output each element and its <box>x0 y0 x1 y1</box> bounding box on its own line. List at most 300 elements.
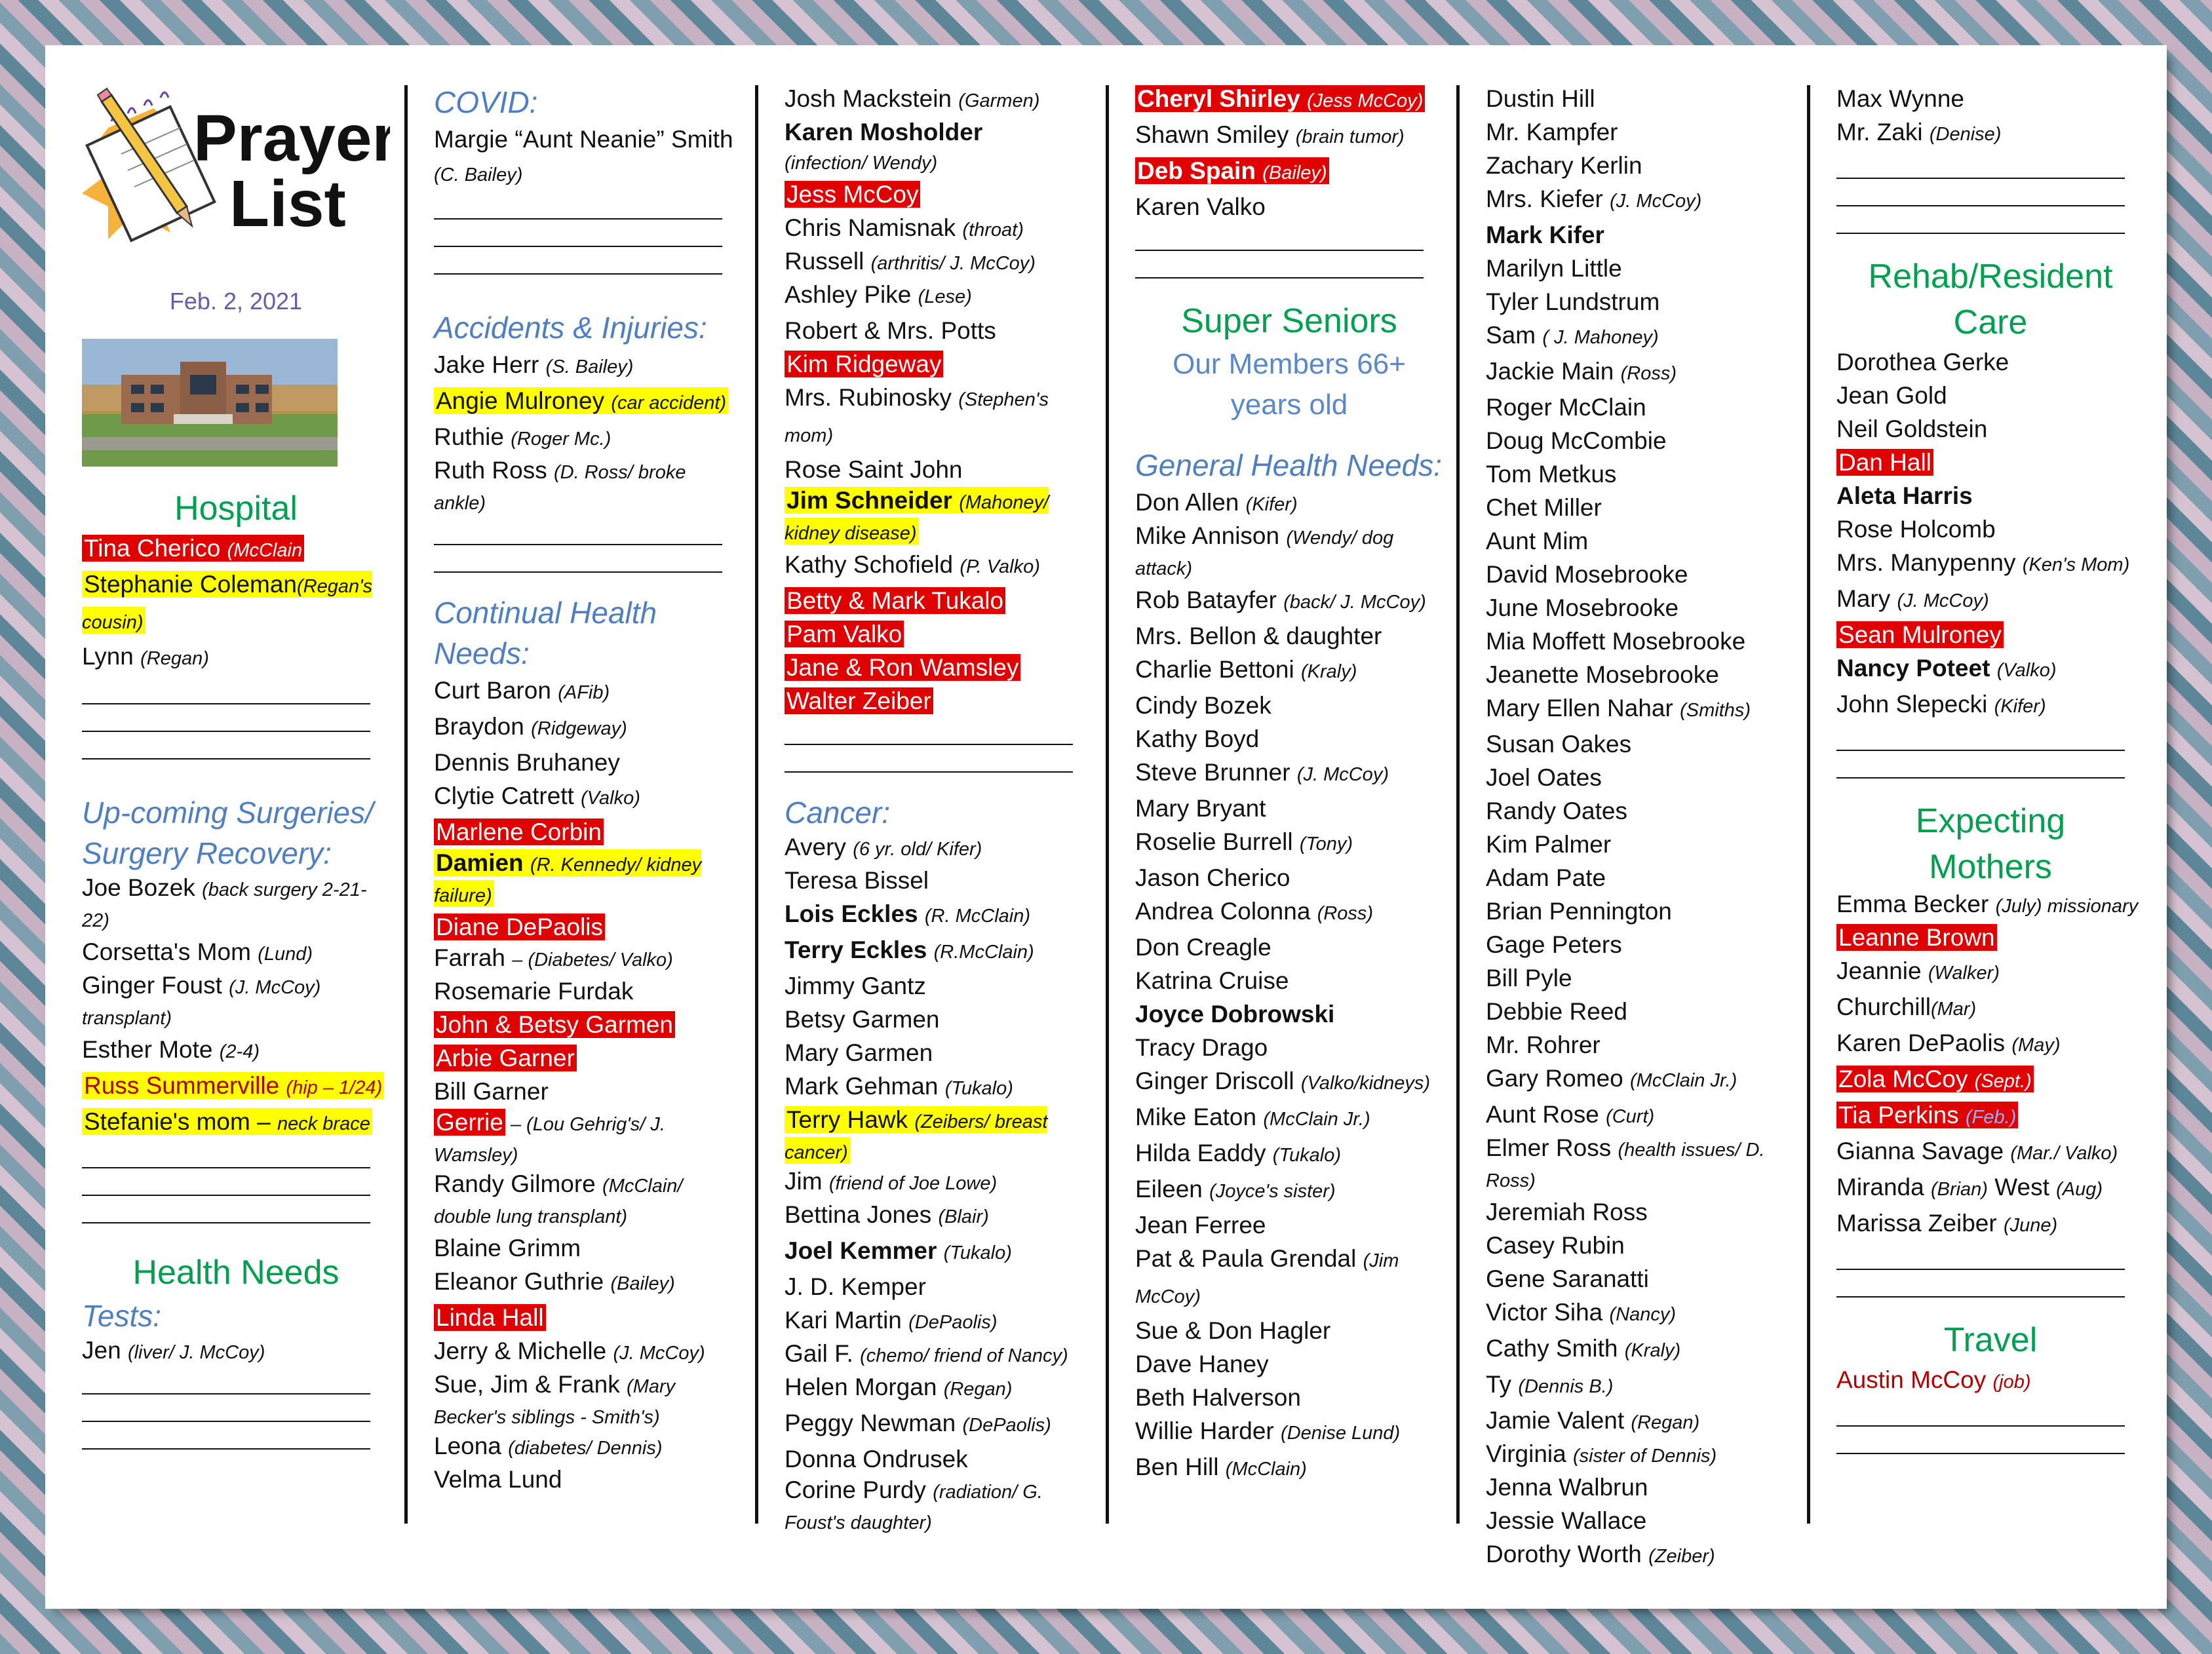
entry-name: Terry Eckles <box>785 936 934 963</box>
prayer-entry <box>1486 1440 1794 1471</box>
entry-name: Sue & Don Hagler <box>1135 1317 1331 1344</box>
entry-note: ( J. Mahoney) <box>1542 327 1659 348</box>
prayer-entry <box>1836 687 2144 723</box>
entry-name: Randy Oates <box>1486 798 1627 824</box>
entry-name: Beth Halverson <box>1135 1384 1301 1411</box>
prayer-entry <box>434 974 742 1008</box>
entry-note: neck brace <box>277 1113 370 1134</box>
prayer-entry <box>434 779 742 815</box>
prayer-entry <box>434 1108 742 1170</box>
prayer-entry <box>1486 1195 1794 1229</box>
entry-name: Zola McCoy <box>1838 1066 1975 1092</box>
rehab-heading: Rehab/Resident Care <box>1868 258 2113 341</box>
prayer-entry <box>434 420 742 456</box>
entry-name: Braydon <box>434 713 532 740</box>
entry-name: Diane DePaolis <box>436 914 604 940</box>
entry-name: Mike Annison <box>1135 522 1287 549</box>
prayer-entry <box>785 82 1093 118</box>
prayer-entry <box>1135 1031 1443 1064</box>
general-health-list <box>1135 486 1443 1486</box>
entry-name: Miranda <box>1836 1174 1931 1201</box>
entry-name: Esther Mote <box>82 1036 220 1063</box>
entry-note: (Joyce's sister) <box>1209 1181 1336 1202</box>
prayer-entry <box>1486 761 1794 794</box>
prayer-entry <box>1486 591 1794 625</box>
expecting-heading: Expecting Mothers <box>1915 802 2066 886</box>
entry-note: (Bailey) <box>1262 163 1327 183</box>
prayer-entry <box>1836 512 2144 546</box>
prayer-entry <box>785 864 1093 897</box>
hospital-list <box>82 531 390 676</box>
continual-list-continued <box>1135 82 1443 223</box>
prayer-entry <box>1135 997 1443 1031</box>
prayer-entry <box>1135 1064 1443 1100</box>
blank-line <box>82 1195 370 1196</box>
prayer-entry <box>1486 1537 1794 1573</box>
prayer-entry <box>434 849 742 910</box>
entry-note: (Regan's cousin) <box>82 576 373 633</box>
prayer-entry <box>785 1370 1093 1406</box>
entry-name: Steve Brunner <box>1135 759 1297 786</box>
hospital-heading: Hospital <box>174 490 298 528</box>
entry-name: Terry Hawk <box>786 1106 915 1133</box>
prayer-entry <box>1486 355 1794 391</box>
prayer-entry <box>434 1370 742 1432</box>
entry-note: (July) missionary <box>1995 896 2139 917</box>
prayer-entry <box>1836 921 2144 954</box>
entry-name: Kim Ridgeway <box>786 351 942 377</box>
entry-name: John Slepecki <box>1836 691 1994 718</box>
blank-line <box>434 544 722 545</box>
prayer-entry <box>1486 658 1794 691</box>
prayer-entry <box>1836 115 2144 151</box>
entry-note: (2-4) <box>219 1041 260 1062</box>
general-list-end <box>1836 82 2144 151</box>
blank-line <box>1836 1425 2125 1427</box>
blank-line <box>1836 1453 2125 1454</box>
entry-name: Karen Mosholder <box>785 119 983 145</box>
prayer-entry <box>785 247 1093 278</box>
prayer-entry <box>1135 583 1443 619</box>
prayer-entry <box>1135 1347 1443 1381</box>
prayer-entry <box>1836 1134 2144 1170</box>
entry-note: (friend of Joe Lowe) <box>828 1173 998 1194</box>
prayer-entry <box>1486 285 1794 318</box>
prayer-entry <box>1486 1296 1794 1332</box>
entry-note: (McClain <box>227 540 303 561</box>
entry-name: Tia Perkins <box>1838 1102 1966 1128</box>
accidents-list <box>434 348 742 518</box>
logo-text-prayer: Prayer <box>193 102 390 175</box>
entry-name: Tracy Drago <box>1135 1034 1268 1061</box>
health-needs-heading: Health Needs <box>132 1254 340 1292</box>
prayer-entry <box>1135 1381 1443 1414</box>
prayer-entry <box>785 584 1093 617</box>
entry-name: Aleta Harris <box>1836 482 1973 509</box>
prayer-entry <box>1135 118 1443 154</box>
entry-name: Dorothea Gerke <box>1836 349 2009 375</box>
blank-line <box>82 731 370 732</box>
entry-name: Rose Holcomb <box>1836 516 1996 543</box>
entry-name: Jim <box>785 1168 829 1195</box>
entry-name: Cathy Smith <box>1486 1335 1625 1362</box>
entry-name: Shawn Smiley <box>1135 121 1296 148</box>
entry-name: Mark Kifer <box>1486 221 1604 248</box>
prayer-entry <box>1486 1332 1794 1368</box>
entry-name: Karen Valko <box>1135 193 1266 220</box>
entry-note: (J. McCoy) <box>613 1343 705 1364</box>
entry-name: Pat & Paula Grendal <box>1135 1245 1363 1272</box>
blank-line <box>434 218 722 220</box>
entry-name: Jeannie <box>1836 957 1928 984</box>
travel-heading: Travel <box>1943 1321 2038 1359</box>
blank-line <box>1836 233 2125 234</box>
prayer-entry <box>1486 1368 1794 1404</box>
prayer-entry <box>1836 479 2144 512</box>
entry-name: Aunt Rose <box>1486 1101 1606 1128</box>
tests-list <box>82 1336 390 1367</box>
prayer-entry <box>1135 964 1443 997</box>
entry-name: Ginger Foust <box>82 972 229 999</box>
entry-note: (McClain Jr.) <box>1630 1070 1737 1091</box>
prayer-entry <box>1135 653 1443 689</box>
prayer-entry <box>785 278 1093 314</box>
entry-name: Bill Garner <box>434 1078 549 1105</box>
prayer-entry <box>1836 890 2144 921</box>
entry-note: (Tukalo) <box>944 1078 1013 1099</box>
blank-line <box>1135 250 1424 251</box>
entry-note: (J. McCoy) transplant) <box>82 977 321 1029</box>
prayer-entry <box>1486 928 1794 961</box>
entry-note: (Sept.) <box>1974 1071 2032 1092</box>
entry-name: Mr. Zaki <box>1836 119 1930 145</box>
entry-name: Katrina Cruise <box>1135 967 1289 994</box>
entry-name: Hilda Eaddy <box>1135 1140 1273 1166</box>
entry-name: Dave Haney <box>1135 1351 1269 1377</box>
prayer-entry <box>1486 424 1794 457</box>
entry-note: (Smiths) <box>1680 700 1751 721</box>
entry-name: Ty <box>1486 1371 1519 1398</box>
prayer-entry <box>1135 689 1443 722</box>
entry-name: Mary Garmen <box>785 1039 933 1066</box>
prayer-entry <box>1135 1136 1443 1172</box>
prayer-entry <box>1836 582 2144 618</box>
entry-note: – (Lou Gehrig's/ J. Wamsley) <box>434 1114 665 1166</box>
entry-name: Mia Moffett Mosebrooke <box>1486 628 1746 655</box>
entry-name: Ruthie <box>434 423 511 450</box>
prayer-entry <box>1135 154 1443 190</box>
prayer-entry <box>1135 931 1443 964</box>
prayer-entry <box>785 1303 1093 1339</box>
prayer-entry <box>1486 491 1794 524</box>
entry-name: Brian Pennington <box>1486 898 1672 925</box>
entry-name: Leona <box>434 1433 509 1459</box>
prayer-entry <box>82 531 390 567</box>
entry-note: (Valko) <box>581 788 640 809</box>
prayer-entry <box>785 1406 1093 1442</box>
blank-line <box>1836 1296 2125 1298</box>
entry-name: Karen DePaolis <box>1836 1029 2012 1056</box>
entry-name: Clytie Catrett <box>434 782 581 809</box>
prayer-entry <box>1486 391 1794 424</box>
column-6 <box>1836 82 2144 1556</box>
entry-note: (job) <box>1992 1372 2031 1393</box>
blank-line <box>82 758 370 760</box>
entry-name: Joyce Dobrowski <box>1135 1001 1335 1028</box>
blank-line <box>434 571 722 573</box>
prayer-entry <box>785 1167 1093 1198</box>
prayer-entry <box>1486 828 1794 861</box>
entry-name: Corine Purdy <box>785 1476 933 1503</box>
entry-extra: Churchill <box>1836 993 1931 1020</box>
blank-line <box>82 1167 370 1168</box>
entry-name: Jackie Main <box>1486 358 1621 385</box>
entry-name: Don Creagle <box>1135 934 1271 961</box>
entry-name: Susan Oakes <box>1486 731 1632 758</box>
entry-name: Joe Bozek <box>82 874 203 901</box>
prayer-entry <box>1486 252 1794 285</box>
entry-name: Eileen <box>1135 1176 1210 1202</box>
prayer-entry <box>1486 1471 1794 1504</box>
entry-note: (Mar./ Valko) <box>2010 1143 2118 1164</box>
entry-note: (Valko/kidneys) <box>1300 1073 1431 1094</box>
prayer-entry <box>785 1036 1093 1069</box>
entry-note: (S. Bailey) <box>545 356 634 377</box>
entry-note: (health issues/ D. Ross) <box>1486 1140 1765 1191</box>
entry-note: (Curt) <box>1606 1106 1655 1127</box>
entry-note: (diabetes/ Dennis) <box>508 1438 663 1459</box>
entry-name: David Mosebrooke <box>1486 561 1688 588</box>
entry-name: Robert & Mrs. Potts <box>785 317 996 344</box>
prayer-entry <box>434 348 742 384</box>
entry-note: (Nancy) <box>1609 1304 1677 1325</box>
entry-note: (Blair) <box>938 1206 989 1227</box>
entry-note: (Jim McCoy) <box>1135 1250 1399 1307</box>
general-health-heading: General Health Needs: <box>1135 448 1442 482</box>
entry-name: Arbie Garner <box>436 1045 575 1071</box>
entry-name: Mary <box>1836 585 1897 612</box>
entry-name: Jess McCoy <box>786 181 919 208</box>
entry-note: (Ridgeway) <box>531 718 627 739</box>
tests-heading: Tests: <box>82 1299 162 1333</box>
prayer-entry <box>785 969 1093 1003</box>
entry-note: (Regan) <box>140 648 209 669</box>
prayer-entry <box>1486 995 1794 1028</box>
prayer-entry <box>434 746 742 779</box>
entry-note: (liver/ J. McCoy) <box>127 1342 265 1363</box>
logo-text-list: List <box>229 167 346 240</box>
prayer-entry <box>785 651 1093 684</box>
prayer-entry <box>1836 651 2144 687</box>
entry-note: (Bailey) <box>610 1273 675 1294</box>
entry-name: Jim Schneider <box>786 487 960 514</box>
entry-name: Damien <box>436 849 530 876</box>
entry-note: (Ken's Mom) <box>2022 554 2130 575</box>
entry-note: (DePaolis) <box>908 1312 998 1333</box>
entry-name: Stefanie's mom – <box>84 1108 277 1135</box>
prayer-list-page <box>49 49 2163 1605</box>
prayer-entry <box>1486 318 1794 355</box>
entry-note: (Valko) <box>1996 660 2057 681</box>
entry-name: Rosemarie Furdak <box>434 978 634 1005</box>
entry-note: (Regan) <box>943 1379 1013 1400</box>
prayer-entry <box>1836 446 2144 479</box>
entry-name: Betsy Garmen <box>785 1006 940 1033</box>
entry-name: Chet Miller <box>1486 494 1602 521</box>
entry-name: Jason Cherico <box>1135 864 1290 891</box>
entry-note: (Brian) <box>1930 1179 1988 1200</box>
entry-note: (Regan) <box>1631 1412 1700 1433</box>
entry-note: (Zeibers/ breast cancer) <box>785 1111 1048 1163</box>
entry-name: Marilyn Little <box>1486 255 1622 282</box>
blank-line <box>434 273 722 275</box>
entry-note: (Denise) <box>1929 124 2002 145</box>
covid-list <box>434 123 742 192</box>
entry-note: (Kraly) <box>1624 1340 1681 1361</box>
column-4 <box>1135 82 1443 1556</box>
prayer-entry <box>82 1105 390 1141</box>
entry-name: Mrs. Rubinosky <box>785 384 959 411</box>
entry-name: Aunt Mim <box>1486 528 1589 554</box>
prayer-entry <box>1135 792 1443 825</box>
entry-name: Victor Siha <box>1486 1299 1610 1326</box>
prayer-entry <box>1135 861 1443 894</box>
prayer-entry <box>785 1069 1093 1106</box>
entry-name: Kim Palmer <box>1486 831 1612 858</box>
column-3 <box>785 82 1093 1556</box>
expecting-list <box>1836 890 2144 1242</box>
travel-list <box>1836 1363 2144 1399</box>
blank-line <box>82 1222 370 1223</box>
blank-line <box>1836 178 2125 179</box>
prayer-entry <box>1135 190 1443 223</box>
prayer-entry <box>1486 1134 1794 1195</box>
entry-note: (J. McCoy) <box>1296 764 1389 785</box>
prayer-entry <box>1486 727 1794 761</box>
prayer-entry <box>82 567 390 640</box>
column-divider <box>1106 85 1109 1524</box>
entry-note: – (Diabetes/ Valko) <box>512 950 673 971</box>
prayer-entry <box>1135 1242 1443 1314</box>
entry-name: Bill Pyle <box>1486 965 1572 991</box>
continual-list <box>434 674 742 1496</box>
prayer-entry <box>434 1432 742 1463</box>
prayer-entry <box>434 815 742 849</box>
entry-note: (throat) <box>962 220 1024 240</box>
entry-note: (Walker) <box>1928 963 2000 984</box>
entry-name: Mr. Kampfer <box>1486 119 1618 145</box>
entry-name: Mr. Rohrer <box>1486 1031 1601 1058</box>
entry-name: Blaine Grimm <box>434 1235 581 1261</box>
entry-name: Casey Rubin <box>1486 1232 1625 1259</box>
entry-name: Jimmy Gantz <box>785 972 926 999</box>
entry-name: Joel Oates <box>1486 764 1602 791</box>
prayer-entry <box>434 944 742 974</box>
entry-name: Kathy Schofield <box>785 551 960 578</box>
entry-name: Dustin Hill <box>1486 85 1595 112</box>
entry-note: (Denise Lund) <box>1281 1423 1401 1444</box>
entry-name: Jeanette Mosebrooke <box>1486 661 1719 688</box>
prayer-entry <box>1135 894 1443 931</box>
entry-name: Cheryl Shirley <box>1137 85 1308 112</box>
prayer-entry <box>1135 619 1443 653</box>
entry-name: Jean Gold <box>1836 382 1947 409</box>
prayer-entry <box>434 910 742 944</box>
entry-note: (R. Kennedy/ kidney failure) <box>434 855 702 906</box>
entry-name: Zachary Kerlin <box>1486 152 1642 179</box>
prayer-entry <box>434 1265 742 1301</box>
prayer-entry <box>1486 457 1794 491</box>
prayer-entry <box>434 1075 742 1108</box>
prayer-entry <box>785 1476 1093 1537</box>
prayer-entry <box>1836 379 2144 412</box>
entry-note: (Lund) <box>258 944 313 965</box>
prayer-entry <box>1486 794 1794 828</box>
prayer-list-logo <box>82 82 390 265</box>
entry-name: Deb Spain <box>1137 157 1263 184</box>
prayer-entry <box>1486 625 1794 658</box>
entry-name: Avery <box>785 834 853 860</box>
entry-name: Adam Pate <box>1486 864 1606 891</box>
entry-note: (R. McClain) <box>924 906 1031 927</box>
prayer-entry <box>82 971 390 1033</box>
entry-name: Jamie Valent <box>1486 1407 1631 1434</box>
entry-name: Mrs. Bellon & daughter <box>1135 623 1382 649</box>
prayer-entry <box>785 617 1093 651</box>
prayer-entry <box>434 1301 742 1334</box>
entry-note: (radiation/ G. Foust's daughter) <box>785 1482 1043 1533</box>
entry-name: Stephanie Coleman <box>84 571 297 598</box>
entry-note: (Mar) <box>1930 999 1977 1020</box>
prayer-entry <box>434 674 742 710</box>
entry-name: Don Allen <box>1135 489 1246 516</box>
prayer-entry <box>1836 1363 2144 1399</box>
entry-name: Linda Hall <box>436 1304 544 1331</box>
entry-name: Peggy Newman <box>785 1410 963 1436</box>
entry-note: (Feb.) <box>1965 1107 2017 1128</box>
entry-note: (infection/ Wendy) <box>785 153 938 174</box>
entry-name: Jake Herr <box>434 351 546 378</box>
entry-name: Austin McCoy <box>1836 1366 1993 1393</box>
entry-note: (brain tumor) <box>1295 126 1405 147</box>
entry-name: Jen <box>82 1337 128 1364</box>
entry-name: Betty & Mark Tukalo <box>786 587 1004 614</box>
prayer-entry <box>785 1234 1093 1270</box>
entry-name: Dan Hall <box>1838 449 1931 476</box>
entry-name: Tom Metkus <box>1486 461 1617 488</box>
prayer-entry <box>82 640 390 676</box>
prayer-entry <box>82 1069 390 1105</box>
surgery-heading: Up-coming Surgeries/ Surgery Recovery: <box>82 796 374 870</box>
prayer-entry <box>434 384 742 420</box>
entry-name: Andrea Colonna <box>1135 898 1317 925</box>
column-divider <box>404 85 408 1524</box>
accidents-heading: Accidents & Injuries: <box>434 311 707 345</box>
entry-note: (Tukalo) <box>1272 1145 1342 1166</box>
entry-name: Mary Bryant <box>1135 795 1266 822</box>
entry-name: Gianna Savage <box>1836 1138 2011 1164</box>
super-seniors-heading: Super Seniors <box>1181 302 1397 340</box>
entry-name: Gerrie <box>436 1109 503 1136</box>
entry-note: (Ross) <box>1317 903 1374 924</box>
super-seniors-subheading: Our Members 66+ years old <box>1173 348 1406 421</box>
entry-note: (Wendy/ dog attack) <box>1135 528 1394 579</box>
prayer-entry <box>1486 82 1794 115</box>
entry-name: Walter Zeiber <box>786 687 931 714</box>
prayer-entry <box>1486 115 1794 149</box>
entry-name: Kathy Boyd <box>1135 725 1260 752</box>
blank-line <box>82 1448 370 1450</box>
